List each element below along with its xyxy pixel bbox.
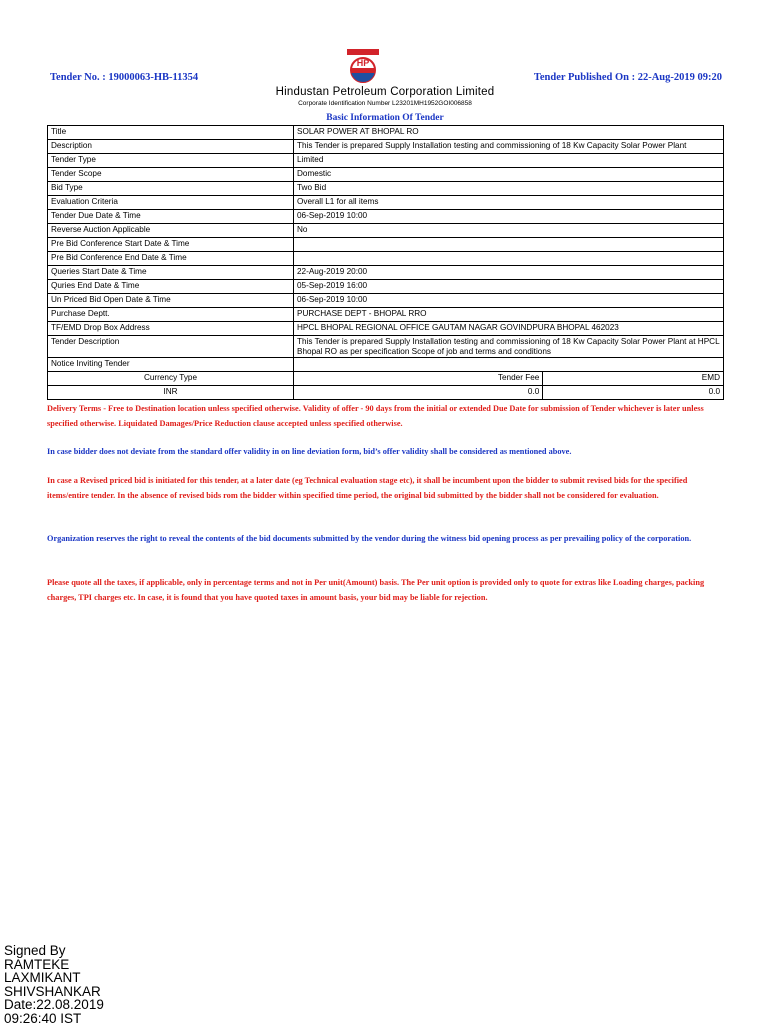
row-value (294, 238, 724, 252)
row-label: Queries Start Date & Time (48, 266, 294, 280)
row-label: Tender Scope (48, 168, 294, 182)
row-value (294, 358, 724, 372)
table-row (48, 322, 724, 336)
hp-logo-icon (346, 48, 380, 88)
row-label: Tender Description (48, 336, 294, 358)
row-label: Un Priced Bid Open Date & Time (48, 294, 294, 308)
row-label: TF/EMD Drop Box Address (48, 322, 294, 336)
row-label: Purchase Deptt. (48, 308, 294, 322)
fee-emd-value-cell (294, 386, 724, 400)
revised-bid-note: In case a Revised priced bid is initiated for this tender, at a later date (eg Technical evaluation stage etc), it shall be incumbent upon the bidder to submit revised bids for the specified items/entire tender. In the absence of revised bids rom the bidder within specified time period, the original bid submitted by the bidder shall not be considered for evaluation. (47, 476, 688, 500)
table-row (48, 140, 724, 154)
corporate-id: Corporate Identification Number L23201MH1952GOI006858 (298, 100, 472, 107)
table-row (48, 210, 724, 224)
row-label: Pre Bid Conference Start Date & Time (48, 238, 294, 252)
delivery-terms: Delivery Terms - Free to Destination location unless specified otherwise. Validity of offer - 90 days from the initial or extended Due Date for submission of Tender whichever is later unless specified otherwise. Liquidated Damages/Price Reduction clause accepted unless specified otherwise. (47, 404, 704, 428)
tender-number: Tender No. : 19000063-HB-11354 (50, 72, 199, 83)
row-label: Description (48, 140, 294, 154)
row-value: Domestic (294, 168, 724, 182)
row-value: No (294, 224, 724, 238)
signature-line: RAMTEKE (4, 956, 70, 972)
row-value (294, 252, 724, 266)
row-value: Two Bid (294, 182, 724, 196)
logo-letters: HP (356, 58, 370, 68)
table-row (48, 252, 724, 266)
signature-line: Signed By (4, 943, 66, 958)
signature-time: 09:26:40 IST (4, 1010, 82, 1026)
reveal-contents-note: Organization reserves the right to reveal the contents of the bid documents submitted by the vendor during the witness bid opening process as per prevailing policy of the corporation. (47, 534, 692, 543)
row-value: 22-Aug-2019 20:00 (294, 266, 724, 280)
row-label: Tender Type (48, 154, 294, 168)
row-value: 06-Sep-2019 10:00 (294, 210, 724, 224)
section-title: Basic Information Of Tender (326, 113, 444, 123)
row-value: 05-Sep-2019 16:00 (294, 280, 724, 294)
table-row (48, 196, 724, 210)
table-row (48, 154, 724, 168)
signature-date: Date:22.08.2019 (4, 997, 104, 1012)
offer-validity-note: In case bidder does not deviate from the standard offer validity in on line deviation form, bid’s offer validity shall be considered as mentioned above. (47, 447, 572, 456)
table-row (48, 182, 724, 196)
fee-header-row (48, 372, 724, 386)
row-value: 06-Sep-2019 10:00 (294, 294, 724, 308)
fee-value-row (48, 386, 724, 400)
row-label: Notice Inviting Tender (48, 358, 294, 372)
row-label: Quries End Date & Time (48, 280, 294, 294)
currency-type-header: Currency Type (48, 372, 294, 386)
row-label: Pre Bid Conference End Date & Time (48, 252, 294, 266)
row-label: Reverse Auction Applicable (48, 224, 294, 238)
table-row (48, 358, 724, 372)
taxes-note: Please quote all the taxes, if applicable, only in percentage terms and not in Per unit(Amount) basis. The Per unit option is provided only to quote for extras like Loading charges, packing charges, TPI charges etc. In case, it is found that you have quoted taxes in amount basis, your bid may be liable for rejection. (47, 578, 705, 602)
table-row (48, 168, 724, 182)
tender-info-table (47, 125, 724, 400)
emd-header: EMD (543, 372, 723, 385)
table-row (48, 238, 724, 252)
tender-fee-header: Tender Fee (497, 373, 540, 382)
row-value: PURCHASE DEPT - BHOPAL RRO (294, 308, 724, 322)
tender-fee-value: 0.0 (527, 387, 540, 396)
row-value: This Tender is prepared Supply Installation testing and commissioning of 18 Kw Capacity Solar Power Plant (294, 140, 724, 154)
row-label: Tender Due Date & Time (48, 210, 294, 224)
signature-line: SHIVSHANKAR (4, 983, 101, 999)
row-label: Bid Type (48, 182, 294, 196)
table-row (48, 126, 724, 140)
table-row (48, 266, 724, 280)
row-value: SOLAR POWER AT BHOPAL RO (294, 126, 724, 140)
currency-value: INR (48, 386, 294, 400)
emd-value: 0.0 (543, 386, 723, 399)
row-value: Overall L1 for all items (294, 196, 724, 210)
row-label: Evaluation Criteria (48, 196, 294, 210)
signature-line: LAXMIKANT (4, 970, 81, 985)
fee-emd-header-cell (294, 372, 724, 386)
row-label: Title (48, 126, 294, 140)
company-name: Hindustan Petroleum Corporation Limited (275, 86, 495, 98)
digital-signature (4, 944, 104, 1025)
row-value: Limited (294, 154, 724, 168)
tender-published-date: Tender Published On : 22-Aug-2019 09:20 (533, 72, 722, 83)
table-row (48, 294, 724, 308)
row-value: HPCL BHOPAL REGIONAL OFFICE GAUTAM NAGAR GOVINDPURA BHOPAL 462023 (294, 322, 724, 336)
table-row (48, 280, 724, 294)
row-value: This Tender is prepared Supply Installation testing and commissioning of 18 Kw Capacity Solar Power Plant at HPCL Bhopal RO as per specification Scope of job and terms and conditions (294, 336, 724, 358)
table-row (48, 308, 724, 322)
table-row (48, 336, 724, 358)
table-row (48, 224, 724, 238)
